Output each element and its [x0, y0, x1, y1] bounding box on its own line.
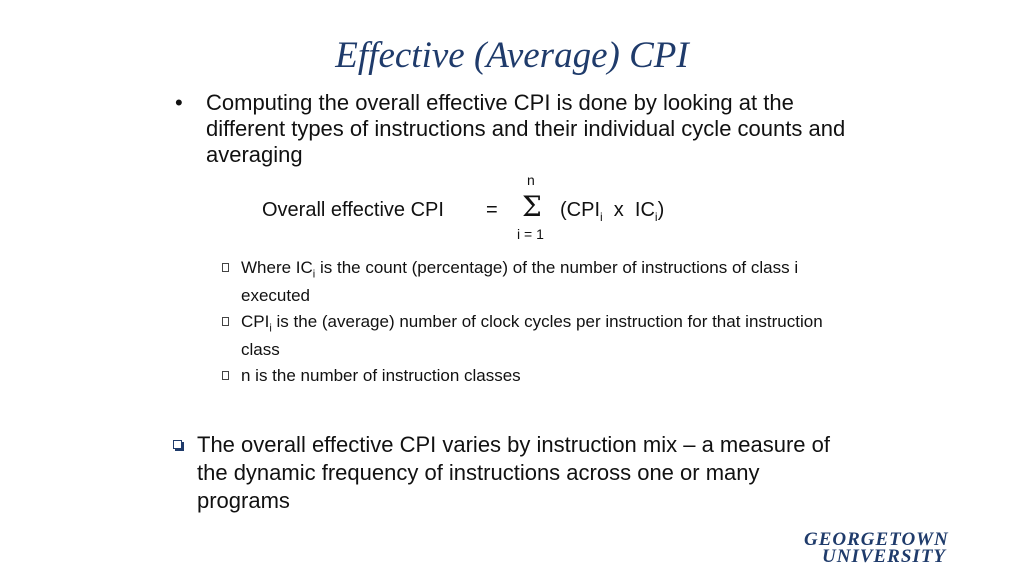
main-bullet [175, 90, 855, 168]
formula-equals: = [486, 199, 498, 221]
sub-bullet-subscript: i [312, 268, 316, 281]
logo-line2: UNIVERSITY [822, 546, 947, 566]
sub-bullet-ic [222, 257, 842, 307]
logo-line1: GEORGETOWN [804, 529, 949, 550]
second-bullet [173, 431, 853, 515]
checkbox-bullet-icon [173, 440, 182, 449]
sub-bullet-text: n is the number of instruction classes [241, 366, 521, 385]
formula-upper-limit: n [527, 172, 535, 188]
term-cpi: (CPI [560, 199, 600, 221]
slide-title: Effective (Average) CPI [335, 35, 689, 76]
formula-term [560, 199, 664, 224]
sub-bullet-pre: Where IC [241, 258, 313, 277]
sub-bullet-text [241, 311, 842, 361]
term-cpi-subscript: i [600, 210, 603, 224]
formula-label: Overall effective CPI [262, 199, 444, 221]
sub-bullet-n [222, 365, 842, 387]
second-bullet-text: The overall effective CPI varies by instruction mix – a measure of the dynamic frequency of instructions across one or many programs [197, 432, 830, 513]
term-ic: x IC [602, 199, 655, 221]
sub-bullet-post: is the count (percentage) of the number of instructions of class i executed [241, 258, 799, 306]
main-bullet-text: Computing the overall effective CPI is done by looking at the different types of instructions and their individual cycle counts and averaging [206, 90, 846, 167]
sub-bullet-subscript: i [269, 322, 272, 335]
sigma-symbol: Σ [522, 190, 542, 223]
square-bullet-icon [222, 263, 229, 272]
georgetown-logo [800, 526, 1000, 566]
formula-lower-limit: i = 1 [517, 226, 544, 242]
sub-bullet-pre: CPI [241, 312, 270, 331]
square-bullet-icon [222, 317, 229, 326]
term-ic-subscript: i [654, 210, 658, 224]
logo-wordmark-icon [800, 526, 1000, 566]
sub-bullet-post: is the (average) number of clock cycles per instruction for that instruction class [241, 312, 823, 360]
sub-bullet-text [241, 257, 842, 307]
sub-bullet-cpi [222, 311, 842, 361]
square-bullet-icon [222, 371, 229, 380]
term-close: ) [657, 199, 665, 221]
bullet-dot-icon: • [175, 90, 183, 115]
